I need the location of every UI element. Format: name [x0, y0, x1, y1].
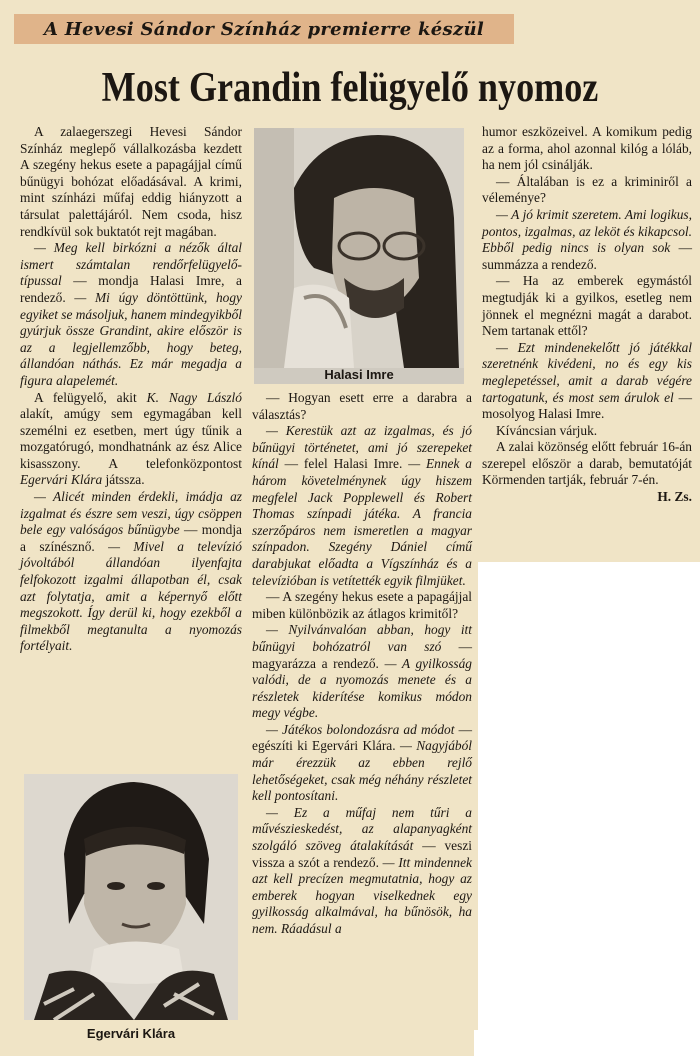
photo-halasi-imre	[254, 128, 464, 384]
paragraph: Kíváncsian várjuk.	[496, 422, 598, 438]
paragraph: — A jó krimit szeretem. Ami logikus, pontos, izgalmas, az leköt és kikapcsol. Ebből pedig nincs is olyan sok — summázza a rendező.	[482, 206, 692, 272]
portrait-woman-icon	[24, 774, 238, 1020]
paragraph: — Általában is ez a kriminiről a véleménye?	[482, 173, 692, 206]
photo-caption: Halasi Imre	[324, 367, 394, 382]
paragraph: A zalai közönség előtt február 16-án szerepel először a darab, bemutatóját Körmenden tartják, február 7-én.	[482, 439, 692, 488]
clipping-cutout-edge	[474, 1030, 482, 1056]
paragraph: — A szegény hekus esete a papagájjal miben különbözik az átlagos krimitől?	[252, 589, 472, 621]
paragraph: — Ezt mindenekelőtt jó játékkal szeretnénk kivédeni, no és egy kis meglepetéssel, amit a darab végére tartogatunk, és most sem árulok el — mosolyog Halasi Imre.	[482, 339, 692, 422]
paragraph: — Ez a műfaj nem tűri a művészieskedést, az alapanyagként szolgáló szöveg átalakítását — veszi vissza a szót a rendező. — Itt mindennek azt kell precízen megmutatnia, hogy az emberek hogyan viselkednek egy gyilkosság alkalmával, ha bűnösök, ha nem. Ráadásul a	[252, 804, 472, 936]
photo-egervari-klara	[24, 774, 238, 1020]
paragraph: — Meg kell birkózni a nézők által ismert számtalan rendőrfelügyelő-típussal — mondja Halasi Imre, a rendező. — Mi úgy döntöttünk, hogy egyiket se másoljuk, hanem mindegyikből gyúrjuk össze Grandint, akire először is az a legjellemzőbb, hogy beteg, állandóan náthás. Ez már megadja a figura alapelemét.	[20, 240, 242, 388]
paragraph: — Ha az emberek egymástól megtudják ki a gyilkos, esetleg nem jönnek el megnézni magát a darabot. Nem tartanak ettől?	[482, 273, 692, 339]
article-column-1	[20, 124, 242, 655]
article-column-3	[482, 124, 692, 506]
article-column-2	[252, 390, 472, 938]
paragraph: A felügyelő, akit K. Nagy László alakít, amúgy sem egymagában kell személni ez esetben, mert úgy tűnik a mozgatórugó, mondhatnánk az ész Alice kisasszony. A telefonközpontost Egervári Klára játssza.	[20, 389, 242, 488]
kicker-banner	[14, 14, 514, 44]
kicker-text: A Hevesi Sándor Színház premierre készül	[43, 18, 485, 40]
author-signature: H. Zs.	[657, 489, 692, 505]
paragraph: humor eszközeivel. A komikum pedig az a forma, ahol azonnal kilóg a lóláb, ha nem jól csinálják.	[482, 124, 692, 173]
paragraph: — Alicét minden érdekli, imádja az izgalmat és észre sem veszi, úgy csöppen bele egy valóságos bűnügybe — mondja a színésznő. — Mivel a televízió jóvoltából állandóan ilyenfajta felfokozott izgalmi állapotban él, csak azt folytatja, amit a képernyő előtt megszokott. Így derül ki, hogy ezekből a filmekből megtanulta a nyomozás fortélyait.	[20, 489, 243, 654]
paragraph: — Kerestük azt az izgalmas, és jó bűnügyi történetet, ami jó szerepeket kínál — felel Halasi Imre. — Ennek a három követelménynek úgy hiszem megfelel Jack Popplewell és Robert Thomas színpadi játéka. A francia szerzőpáros nem ismeretlen a magyar színpadon. Szegény Dániel című darabjukat előadta a Vígszínház és a televízióban is vetítették egyik filmjüket.	[252, 423, 472, 588]
photo-caption: Egervári Klára	[86, 1026, 176, 1041]
paragraph: — Játékos bolondozásra ad módot — egészíti ki Egervári Klára. — Nagyjából már érezzük az ebben rejlő lehetőségeket, csak még néhány részletet kell pontosítani.	[252, 721, 472, 804]
paragraph: — Nyilvánvalóan abban, hogy itt bűnügyi bohózatról van szó — magyarázza a rendező. — A gyilkosság valódi, de a nyomozás menete és a részletek kiderítése komikus módon megy végbe.	[252, 622, 473, 721]
article-headline: Most Grandin felügyelő nyomoz	[101, 65, 599, 111]
clipping-cutout	[478, 562, 700, 1056]
portrait-man-icon	[254, 128, 464, 368]
paragraph: — Hogyan esett erre a darabra a választás?	[252, 390, 472, 422]
paragraph: A zalaegerszegi Hevesi Sándor Színház meglepő vállalkozásba kezdett A szegény hekus esete a papagájjal című bűnügyi bohózat előadásával. A krimi, mint színházi műfaj eddig hiányzott a társulat palettájáról. Nem csoda, hisz rendkívül sok buktatót rejt magában.	[20, 124, 242, 239]
